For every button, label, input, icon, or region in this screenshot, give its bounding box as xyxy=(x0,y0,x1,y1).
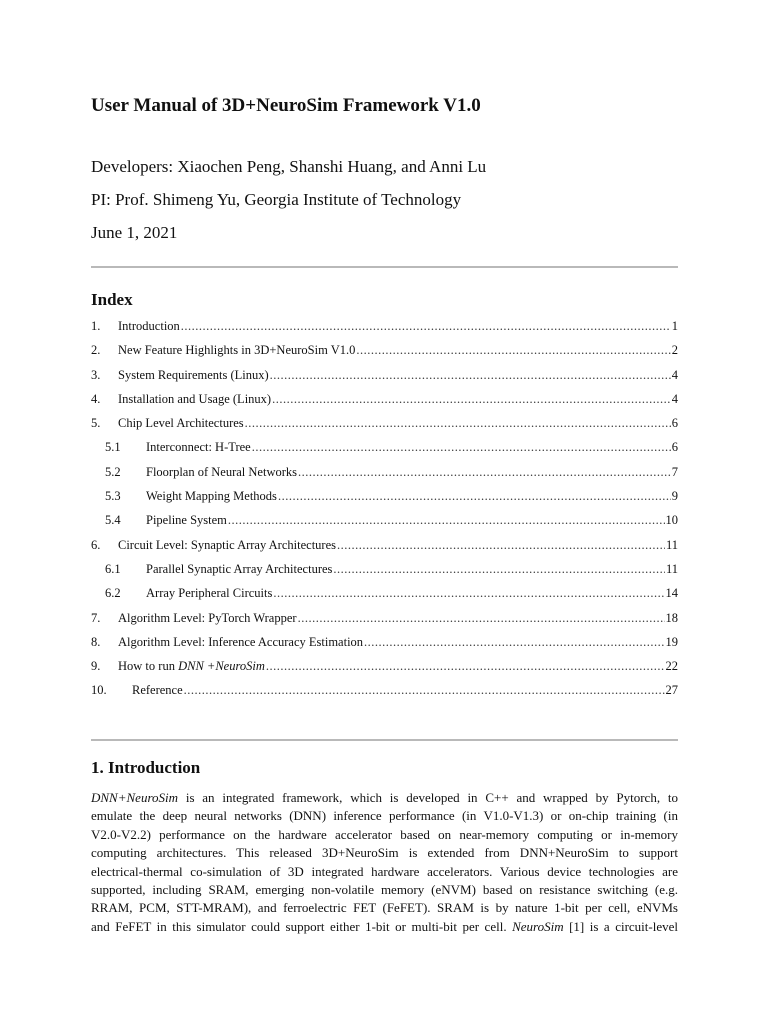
toc-leader xyxy=(364,633,664,652)
toc-label: Pipeline System xyxy=(146,513,227,528)
toc-leader xyxy=(181,317,671,336)
toc-number: 8. xyxy=(91,634,101,649)
toc-entry[interactable] xyxy=(91,681,678,705)
toc-page-number: 1 xyxy=(671,319,678,333)
paragraph-line: computing architectures. This released 3D+NeuroSim is extended from DNN+NeuroSim to support xyxy=(91,845,678,861)
toc-number: 5.4 xyxy=(105,513,121,528)
paragraph-line: DNN+NeuroSim is an integrated framework, which is developed in C++ and wrapped by Pytorch, to xyxy=(91,790,678,805)
toc-leader xyxy=(270,366,671,385)
toc-label-prefix: How to run xyxy=(118,659,179,674)
toc-number: 6.1 xyxy=(105,561,121,576)
paragraph-line: and FeFET in this simulator could support either 1-bit or multi-bit per cell. NeuroSim [1] is a circuit-level xyxy=(91,918,678,934)
toc-number: 5.2 xyxy=(105,464,121,479)
toc-label: Algorithm Level: Inference Accuracy Estimation xyxy=(118,634,364,649)
toc-label: Introduction xyxy=(118,319,180,333)
date-line: June 1, 2021 xyxy=(91,223,178,242)
toc-number: 7. xyxy=(91,610,101,625)
toc-label-italic: DNN +NeuroSim xyxy=(178,659,265,674)
document-title: User Manual of 3D+NeuroSim Framework V1.0 xyxy=(91,95,481,116)
toc-leader xyxy=(337,536,665,555)
toc-entry[interactable] xyxy=(91,463,678,487)
toc-label: Reference xyxy=(132,683,183,698)
toc-page-number: 2 xyxy=(671,343,678,358)
toc-leader xyxy=(333,560,665,579)
toc-entry[interactable] xyxy=(91,438,678,462)
toc-number: 9. xyxy=(91,659,101,674)
toc-leader xyxy=(278,487,671,506)
toc-number: 4. xyxy=(91,391,101,406)
paragraph-line: RRAM, PCM, STT-MRAM), and ferroelectric FET (FeFET). SRAM is by nature 1-bit per cell, eNVMs xyxy=(91,900,678,916)
toc-entry[interactable] xyxy=(91,390,678,414)
toc-number: 5. xyxy=(91,416,101,431)
toc-entry[interactable] xyxy=(91,511,678,535)
toc-leader xyxy=(266,657,665,676)
toc-leader xyxy=(298,463,671,482)
toc-label: Array Peripheral Circuits xyxy=(146,586,273,601)
toc-entry[interactable] xyxy=(91,560,678,584)
toc-number: 5.1 xyxy=(105,440,121,455)
paragraph-line: emulate the deep neural networks (DNN) inference performance (in V1.0-V1.3) or on-chip training (in xyxy=(91,808,678,824)
toc-leader xyxy=(245,414,671,433)
pi-line: PI: Prof. Shimeng Yu, Georgia Institute of Technology xyxy=(91,190,462,209)
toc-entry[interactable] xyxy=(91,536,678,560)
toc-page-number: 11 xyxy=(665,537,678,552)
paragraph-line: supported, including SRAM, emerging non-volatile memory (eNVM) based on resistance switching (e.g. xyxy=(91,882,678,898)
toc-label: Installation and Usage (Linux) xyxy=(118,391,272,406)
toc-label: Weight Mapping Methods xyxy=(146,489,277,504)
developers-line: Developers: Xiaochen Peng, Shanshi Huang, and Anni Lu xyxy=(91,157,487,176)
toc-label: Interconnect: H-Tree xyxy=(146,440,251,455)
toc-page-number: 4 xyxy=(671,391,678,406)
toc-leader xyxy=(252,438,671,457)
toc-label: New Feature Highlights in 3D+NeuroSim V1.0 xyxy=(118,343,356,358)
toc-number: 2. xyxy=(91,343,101,358)
product-name: DNN+NeuroSim xyxy=(91,790,179,805)
toc-label: Parallel Synaptic Array Architectures xyxy=(146,561,333,576)
toc-leader xyxy=(228,511,665,530)
toc-entry[interactable] xyxy=(91,584,678,608)
divider-bottom xyxy=(91,739,678,741)
toc-leader xyxy=(272,390,671,409)
toc-leader xyxy=(184,681,665,700)
paragraph-line: V2.0-V2.2) performance on the hardware accelerator based on near-memory computing or in-memory xyxy=(91,826,678,842)
toc-page-number: 27 xyxy=(665,683,678,698)
toc-page-number: 19 xyxy=(665,634,678,649)
toc-page-number: 11 xyxy=(665,561,678,576)
table-of-contents xyxy=(91,317,678,706)
toc-number: 10. xyxy=(91,683,107,698)
toc-entry[interactable] xyxy=(91,487,678,511)
toc-page-number: 4 xyxy=(671,367,678,382)
toc-leader xyxy=(356,341,670,360)
toc-page-number: 18 xyxy=(665,610,678,625)
toc-label: Floorplan of Neural Networks xyxy=(146,464,298,479)
toc-number: 5.3 xyxy=(105,489,121,504)
toc-number: 6. xyxy=(91,537,101,552)
divider-top xyxy=(91,266,678,268)
toc-page-number: 14 xyxy=(665,586,678,601)
toc-entry[interactable] xyxy=(91,633,678,657)
index-heading: Index xyxy=(91,290,133,309)
toc-leader xyxy=(273,584,664,603)
toc-entry[interactable] xyxy=(91,341,678,365)
product-name: NeuroSim xyxy=(512,918,564,934)
toc-page-number: 22 xyxy=(665,659,678,674)
toc-page-number: 6 xyxy=(671,416,678,431)
toc-number: 6.2 xyxy=(105,586,121,601)
toc-label: Chip Level Architectures xyxy=(118,416,244,431)
introduction-heading: 1. Introduction xyxy=(91,758,201,777)
toc-entry[interactable] xyxy=(91,414,678,438)
toc-entry[interactable] xyxy=(91,609,678,633)
toc-label: Algorithm Level: PyTorch Wrapper xyxy=(118,610,297,625)
toc-label: System Requirements (Linux) xyxy=(118,367,269,382)
toc-page-number: 7 xyxy=(671,464,678,479)
toc-page-number: 6 xyxy=(671,440,678,455)
toc-entry[interactable] xyxy=(91,657,678,681)
toc-leader xyxy=(298,609,665,628)
toc-label xyxy=(118,657,265,676)
toc-entry[interactable] xyxy=(91,366,678,390)
paragraph-line: electrical-thermal co-simulation of 3D integrated hardware accelerators. Various device technologies are xyxy=(91,863,678,879)
toc-number: 3. xyxy=(91,367,101,382)
toc-label: Circuit Level: Synaptic Array Architectures xyxy=(118,537,336,552)
toc-entry[interactable] xyxy=(91,317,678,341)
toc-page-number: 10 xyxy=(665,513,678,528)
toc-page-number: 9 xyxy=(671,489,678,504)
toc-number: 1. xyxy=(91,319,101,333)
introduction-paragraph xyxy=(91,789,678,936)
